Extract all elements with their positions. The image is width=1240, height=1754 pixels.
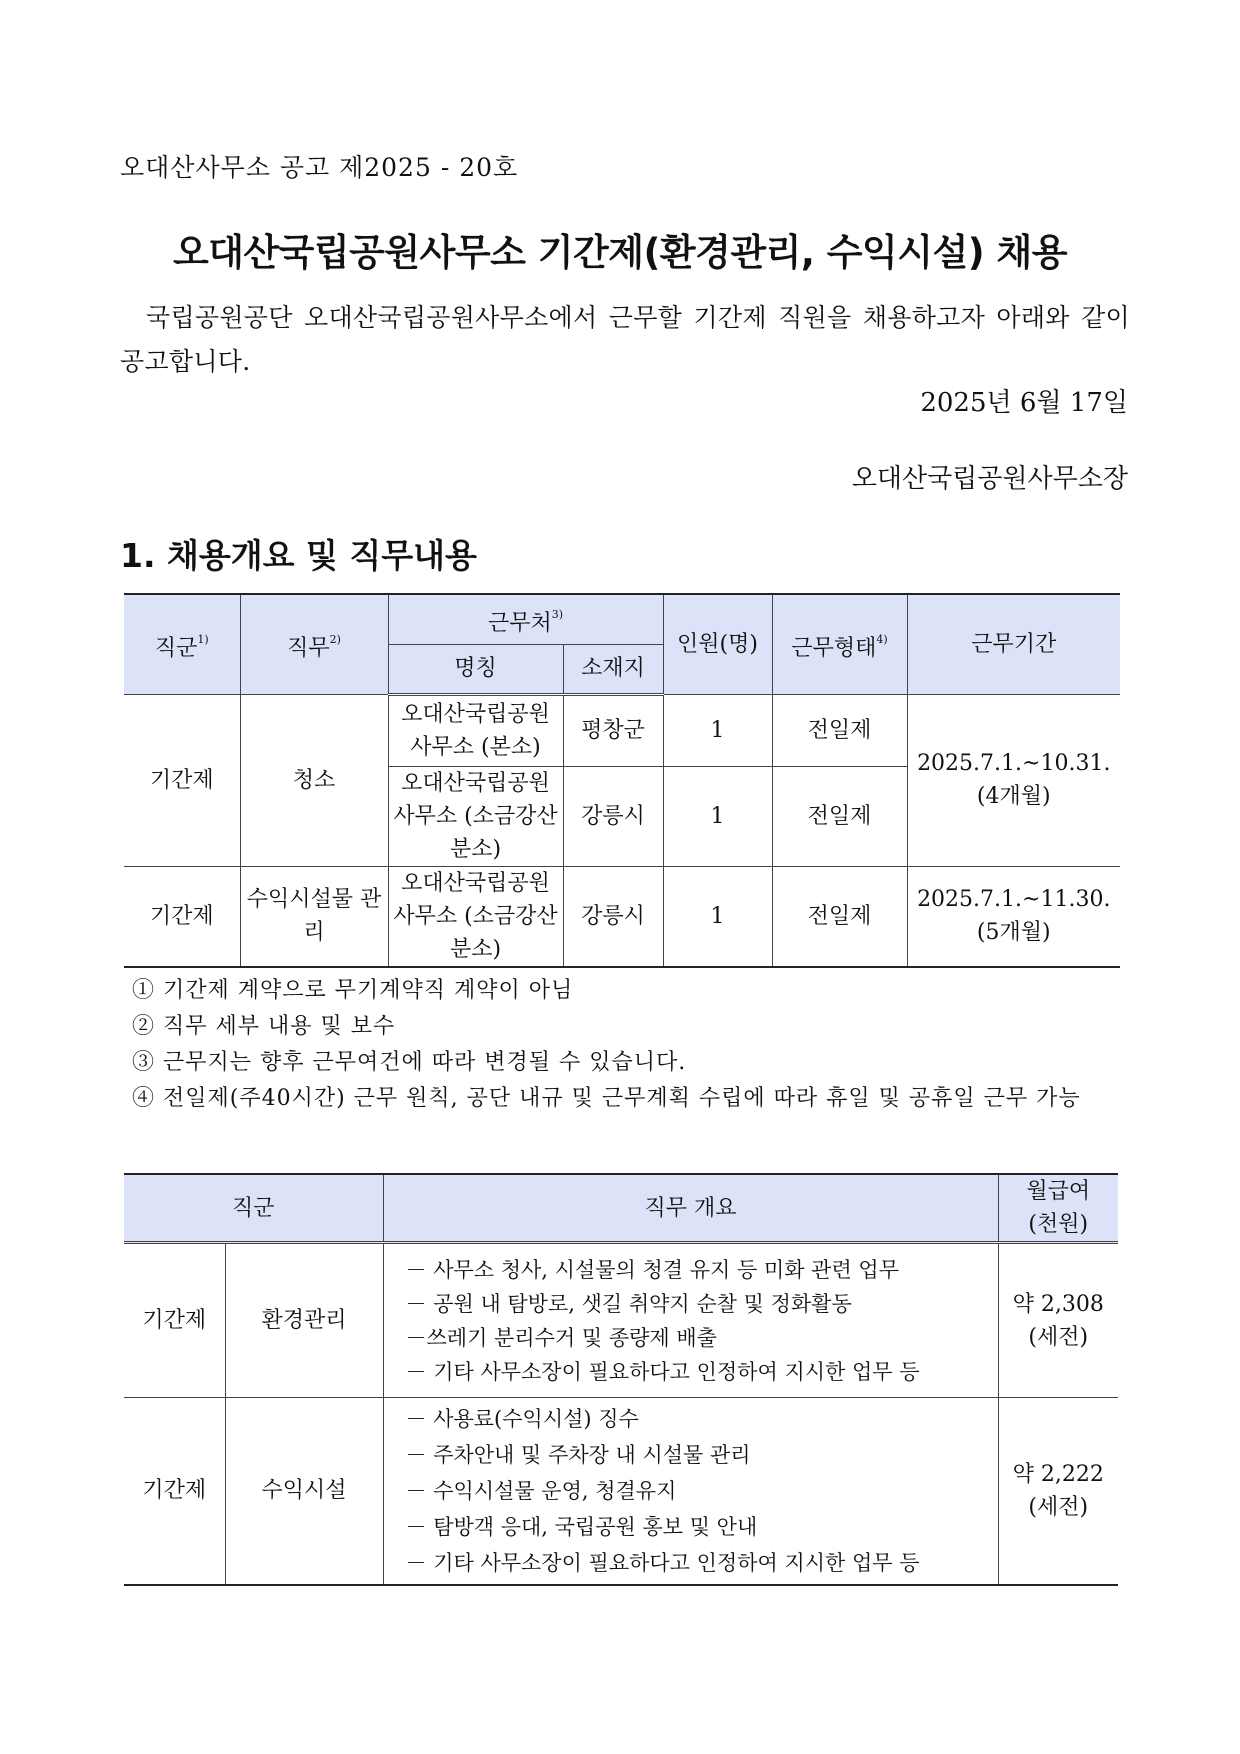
cell-salary: 약 2,308 (세전)	[998, 1243, 1118, 1398]
cell-work-type: 전일제	[772, 694, 907, 766]
table-row	[124, 1398, 1118, 1585]
table-row	[124, 866, 1120, 967]
header-workplace: 근무처$^{3)}$	[388, 594, 663, 644]
notice-date: 2025년 6월 17일	[920, 388, 1128, 418]
duty-item: － 수익시설물 운영, 청결유지	[405, 1478, 677, 1503]
header-job-group: 직군$^{1)}$	[124, 594, 240, 694]
cell-job-group: 기간제	[124, 1243, 225, 1398]
cell-duty: 청소	[240, 694, 388, 866]
cell-headcount: 1	[663, 766, 772, 866]
header-work-type: 근무형태$^{4)}$	[772, 594, 907, 694]
cell-job-group: 기간제	[124, 694, 240, 866]
intro-paragraph: 국립공원공단 오대산국립공원사무소에서 근무할 기간제 직원을 채용하고자 아래와 같이 공고합니다.	[120, 303, 1130, 376]
notice-number: 오대산사무소 공고 제2025 - 20호	[120, 153, 519, 182]
cell-location: 평창군	[563, 694, 663, 766]
table-row	[124, 1243, 1118, 1398]
duty-item: －쓰레기 분리수거 및 종량제 배출	[405, 1325, 717, 1350]
cell-location: 강릉시	[563, 766, 663, 866]
cell-workplace-name: 오대산국립공원 사무소 (본소)	[388, 694, 563, 766]
cell-duty-details	[383, 1398, 998, 1585]
duty-item: － 기타 사무소장이 필요하다고 인정하여 지시한 업무 등	[405, 1550, 920, 1575]
header-workplace-name: 명칭	[388, 644, 563, 694]
header-duty: 직무$^{2)}$	[240, 594, 388, 694]
header-headcount: 인원(명)	[663, 594, 772, 694]
recruitment-overview-table	[124, 593, 1120, 968]
cell-work-type: 전일제	[772, 766, 907, 866]
header-job-group: 직군	[124, 1174, 383, 1243]
duty-item: － 탐방객 응대, 국립공원 홍보 및 안내	[405, 1514, 758, 1539]
cell-period: 2025.7.1.~11.30. (5개월)	[907, 866, 1120, 967]
duty-item: － 사용료(수익시설) 징수	[405, 1406, 639, 1431]
cell-duty: 환경관리	[225, 1243, 383, 1398]
footnotes	[132, 973, 1081, 1117]
header-duty-summary: 직무 개요	[383, 1174, 998, 1243]
cell-headcount: 1	[663, 866, 772, 967]
cell-salary: 약 2,222 (세전)	[998, 1398, 1118, 1585]
cell-workplace-name: 오대산국립공원 사무소 (소금강산분소)	[388, 766, 563, 866]
cell-duty-details	[383, 1243, 998, 1398]
page-title: 오대산국립공원사무소 기간제(환경관리, 수익시설) 채용	[172, 231, 1068, 274]
cell-duty: 수익시설물 관리	[240, 866, 388, 967]
section-title: 1. 채용개요 및 직무내용	[120, 536, 477, 575]
job-duty-table	[124, 1173, 1118, 1586]
cell-location: 강릉시	[563, 866, 663, 967]
table-row	[124, 694, 1120, 766]
header-workplace-location: 소재지	[563, 644, 663, 694]
duty-item: － 주차안내 및 주차장 내 시설물 관리	[405, 1442, 751, 1467]
footnote: ② 직무 세부 내용 및 보수	[132, 1014, 396, 1039]
cell-job-group: 기간제	[124, 866, 240, 967]
cell-headcount: 1	[663, 694, 772, 766]
footnote: ③ 근무지는 향후 근무여건에 따라 변경될 수 있습니다.	[132, 1050, 687, 1075]
cell-work-type: 전일제	[772, 866, 907, 967]
cell-workplace-name: 오대산국립공원 사무소 (소금강산분소)	[388, 866, 563, 967]
header-period: 근무기간	[907, 594, 1120, 694]
cell-duty: 수익시설	[225, 1398, 383, 1585]
issuer: 오대산국립공원사무소장	[851, 464, 1128, 494]
duty-item: － 공원 내 탐방로, 샛길 취약지 순찰 및 정화활동	[405, 1291, 852, 1316]
footnote: ④ 전일제(주40시간) 근무 원칙, 공단 내규 및 근무계획 수립에 따라 휴일 및 공휴일 근무 가능	[132, 1086, 1081, 1111]
duty-item: － 기타 사무소장이 필요하다고 인정하여 지시한 업무 등	[405, 1359, 920, 1384]
cell-job-group: 기간제	[124, 1398, 225, 1585]
cell-period: 2025.7.1.~10.31. (4개월)	[907, 694, 1120, 866]
header-salary: 월급여 (천원)	[998, 1174, 1118, 1243]
duty-item: － 사무소 청사, 시설물의 청결 유지 등 미화 관련 업무	[405, 1257, 899, 1282]
footnote: ① 기간제 계약으로 무기계약직 계약이 아님	[132, 978, 574, 1003]
